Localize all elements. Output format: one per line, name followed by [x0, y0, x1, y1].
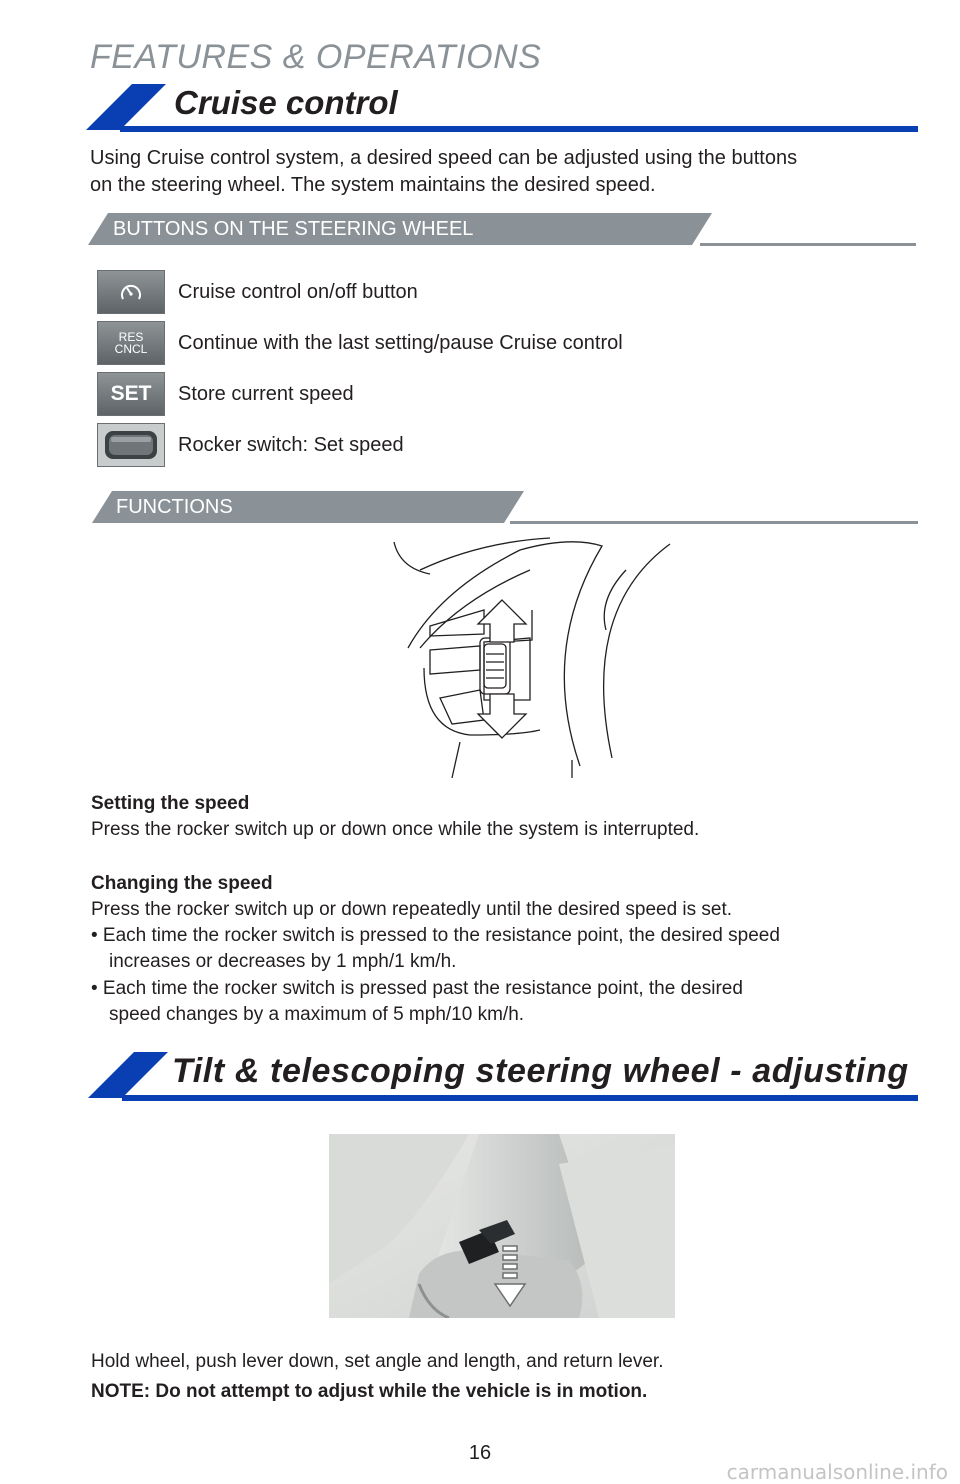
section-underline: [120, 126, 918, 132]
button-label: Store current speed: [178, 382, 354, 405]
changing-speed-text: Press the rocker switch up or down repeatedly until the desired speed is set.: [91, 899, 733, 920]
bullet-2-line-2: speed changes by a maximum of 5 mph/10 km/h.: [109, 1004, 525, 1025]
section-wedge: [88, 1052, 168, 1098]
page-number: 16: [468, 1442, 492, 1464]
res-text: RES: [118, 330, 144, 344]
res-cncl-icon: [97, 321, 165, 365]
bullet-1-line-1: • Each time the rocker switch is pressed to the resistance point, the desired speed: [91, 925, 780, 946]
page-header: FEATURES & OPERATIONS: [90, 38, 542, 76]
button-row-on-off: [97, 270, 418, 314]
cruise-on-off-icon: [97, 270, 165, 314]
bullet-1-line-2: increases or decreases by 1 mph/1 km/h.: [109, 951, 457, 972]
button-row-rocker: [97, 423, 404, 467]
set-text: SET: [110, 382, 152, 405]
functions-subheader: FUNCTIONS: [116, 496, 233, 518]
tilt-note: NOTE: Do not attempt to adjust while the vehicle is in motion.: [91, 1381, 648, 1402]
button-label: Cruise control on/off button: [178, 280, 418, 303]
rocker-switch-icon: [97, 423, 165, 467]
tilt-telescoping-title: Tilt & telescoping steering wheel - adjusting: [172, 1052, 909, 1090]
steering-column-lever-photo: [329, 1134, 675, 1318]
buttons-subheader: BUTTONS ON THE STEERING WHEEL: [113, 218, 474, 240]
section-underline: [122, 1095, 918, 1101]
bullet-2-line-1: • Each time the rocker switch is pressed past the resistance point, the desired: [91, 978, 743, 999]
set-icon: [97, 372, 165, 416]
changing-speed-heading: Changing the speed: [91, 873, 273, 894]
intro-line-2: on the steering wheel. The system maintains the desired speed.: [90, 174, 656, 196]
cncl-text: CNCL: [114, 342, 148, 356]
watermark: carmanualsonline.info: [726, 1460, 948, 1484]
button-label: Rocker switch: Set speed: [178, 433, 404, 456]
button-row-set: [97, 372, 354, 416]
functions-subheader-line: [510, 521, 918, 524]
steering-wheel-illustration: [380, 530, 680, 780]
tilt-instruction: Hold wheel, push lever down, set angle and length, and return lever.: [91, 1351, 664, 1372]
setting-speed-text: Press the rocker switch up or down once while the system is interrupted.: [91, 819, 700, 840]
buttons-subheader-line: [700, 243, 916, 246]
button-label: Continue with the last setting/pause Cruise control: [178, 331, 623, 354]
intro-line-1: Using Cruise control system, a desired speed can be adjusted using the buttons: [90, 147, 798, 169]
cruise-control-title: Cruise control: [174, 84, 398, 121]
button-row-res-cncl: [97, 321, 623, 365]
setting-speed-heading: Setting the speed: [91, 793, 250, 814]
section-wedge: [86, 84, 166, 130]
